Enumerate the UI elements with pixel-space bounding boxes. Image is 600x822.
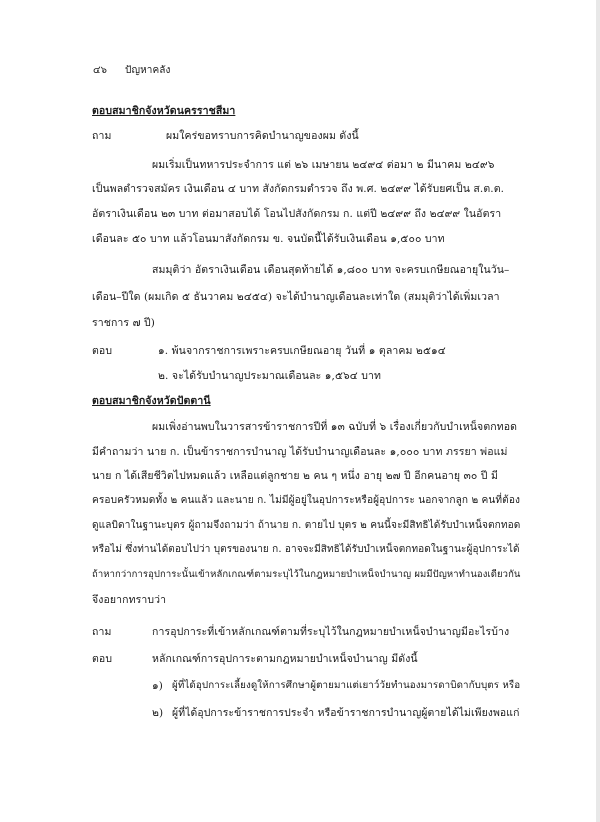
- question-text: การอุปการะที่เข้าหลักเกณฑ์ตามที่ระบุไว้ในกฎหมายบำเหน็จบำนาญมีอะไรบ้าง: [152, 626, 510, 638]
- question-label: ถาม: [92, 626, 112, 638]
- list-item-text: ผู้ที่ได้อุปการะข้าราชการประจำ หรือข้าราชการบำนาญผู้ตายได้ไม่เพียงพอแก่: [172, 707, 520, 719]
- answer-item: ๒. จะได้รับบำนาญประมาณเดือนละ ๑,๕๖๔ บาท: [158, 370, 382, 382]
- answer-label: ตอบ: [92, 653, 113, 665]
- paragraph-line: เดือน–ปีใด (ผมเกิด ๕ ธันวาคม ๒๔๕๔) จะได้บำนาญเดือนละเท่าใด (สมมุติว่าได้เพิ่มเวลา: [92, 291, 500, 303]
- running-title: ปัญหาคลัง: [125, 65, 171, 76]
- paragraph-line: ผมเริ่มเป็นทหารประจำการ แต่ ๒๖ เมษายน ๒๔๙๔ ต่อมา ๒ มีนาคม ๒๔๙๖: [152, 159, 495, 171]
- paragraph-line: ถ้าหากว่าการอุปการะนั้นเข้าหลักเกณฑ์ตามระบุไว้ในกฎหมายบำเหน็จบำนาญ ผมมีปัญหาทำนองเดียวกัน: [92, 569, 521, 580]
- answer-text: หลักเกณฑ์การอุปการะตามกฎหมายบำเหน็จบำนาญ มีดังนี้: [152, 653, 418, 665]
- page-number: ๔๖: [93, 65, 108, 76]
- paragraph-line: เดือนละ ๕๐ บาท แล้วโอนมาสังกัดกรม ข. จนบัดนี้ได้รับเงินเดือน ๑,๕๐๐ บาท: [92, 233, 445, 245]
- section-heading-nakhon-ratchasima: ตอบสมาชิกจังหวัดนครราชสีมา: [92, 105, 236, 117]
- answer-label: ตอบ: [92, 345, 113, 357]
- question-label: ถาม: [92, 130, 112, 142]
- section-heading-pattani: ตอบสมาชิกจังหวัดปัตตานี: [92, 395, 211, 407]
- paragraph-line: เป็นพลตำรวจสมัคร เงินเดือน ๔ บาท สังกัดกรมตำรวจ ถึง พ.ศ. ๒๔๙๙ ได้รับยศเป็น ส.ต.ต.: [92, 183, 505, 195]
- paragraph-line: หรือไม่ ซึ่งท่านได้ตอบไปว่า บุตรของนาย ก. อาจจะมีสิทธิได้รับบำเหน็จตกทอดในฐานะผู้อุปการะได้: [92, 544, 520, 555]
- list-item-text: ผู้ที่ได้อุปการะเลี้ยงดูให้การศึกษาผู้ตายมาแต่เยาว์วัยทำนองมารดาบิดากับบุตร หรือ: [172, 680, 521, 691]
- paragraph-line: สมมุติว่า อัตราเงินเดือน เดือนสุดท้ายได้ ๑,๘๐๐ บาท จะครบเกษียณอายุในวัน–: [152, 264, 510, 276]
- paragraph-line: มีคำถามว่า นาย ก. เป็นข้าราชการบำนาญ ได้รับบำนาญเดือนละ ๑,๐๐๐ บาท ภรรยา พ่อแม่: [92, 446, 508, 458]
- paragraph-line: ผมเพิ่งอ่านพบในวารสารข้าราชการปีที่ ๑๓ ฉบับที่ ๖ เรื่องเกี่ยวกับบำเหน็จตกทอด: [152, 421, 518, 433]
- paragraph-line: นาย ก ได้เสียชีวิตไปหมดแล้ว เหลือแต่ลูกชาย ๒ คน ๆ หนึ่ง อายุ ๒๗ ปี อีกคนอายุ ๓๐ ปี มี: [92, 470, 499, 482]
- paragraph-line: อัตราเงินเดือน ๒๓ บาท ต่อมาสอบได้ โอนไปสังกัดกรม ก. แต่ปี ๒๔๙๙ ถึง ๒๔๙๙ ในอัตรา: [92, 208, 502, 220]
- question-text: ผมใคร่ขอทราบการคิดบำนาญของผม ดังนี้: [166, 130, 359, 142]
- list-item-number: ๒): [152, 707, 164, 719]
- answer-item: ๑. พ้นจากราชการเพราะครบเกษียณอายุ วันที่ ๑ ตุลาคม ๒๕๑๔: [158, 345, 446, 357]
- paragraph-line: ราชการ ๗ ปี): [92, 317, 155, 329]
- paragraph-line: ครอบครัวหมดทั้ง ๒ คนแล้ว และนาย ก. ไม่มีผู้อยู่ในอุปการะหรือผู้อุปการะ นอกจากลูก ๒ คนที่ต้อง: [92, 495, 521, 506]
- scan-edge: [596, 0, 600, 822]
- list-item-number: ๑): [152, 680, 163, 692]
- paragraph-line: ดูแลบิดาในฐานะบุตร ผู้ถามจึงถามว่า ถ้านาย ก. ตายไป บุตร ๒ คนนี้จะมีสิทธิได้รับบำเหน็จตกทอด: [92, 520, 521, 531]
- paragraph-line: จึงอยากทราบว่า: [92, 594, 167, 606]
